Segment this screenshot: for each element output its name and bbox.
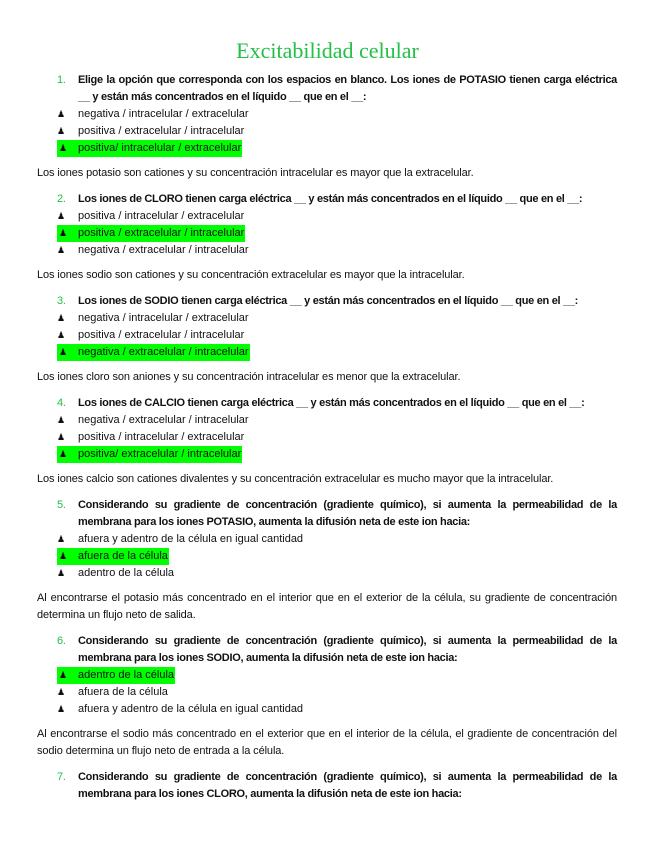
correct-highlight [57, 548, 169, 565]
question-number: 4. [57, 397, 66, 409]
document-body [37, 72, 617, 803]
options-list [37, 667, 617, 718]
figure-bullet-icon: ♟ [59, 347, 68, 357]
figure-bullet-icon: ♟ [59, 551, 68, 561]
explanation: Los iones potasio son cationes y su concentración intracelular es mayor que la extracelular. [37, 167, 474, 179]
option-text: afuera y adentro de la célula en igual cantidad [78, 703, 304, 715]
explanation: Los iones calcio son cationes divalentes y su concentración extracelular es mucho mayor que la intracelular. [37, 473, 554, 485]
question-number: 2. [57, 193, 66, 205]
correct-highlight [57, 344, 250, 361]
option [37, 412, 617, 429]
figure-bullet-icon: ♟ [59, 143, 68, 153]
option-text: afuera de la célula [78, 550, 168, 562]
option-text: negativa / intracelular / extracelular [78, 312, 249, 324]
option-text: adentro de la célula [78, 669, 175, 681]
question [37, 769, 617, 803]
option [37, 684, 617, 701]
option-correct [37, 667, 617, 684]
figure-bullet-icon: ♟ [57, 568, 66, 578]
option-text: positiva / extracelular / intracelular [78, 329, 245, 341]
question [37, 497, 617, 531]
question-text: Considerando su gradiente de concentración (gradiente químico), si aumenta la permeabilidad de la membrana para los iones CLORO, aumenta la difusión neta de este ion hacia: [78, 771, 617, 800]
option-text: negativa / intracelular / extracelular [78, 108, 249, 120]
question [37, 633, 617, 667]
figure-bullet-icon: ♟ [59, 670, 68, 680]
question [37, 191, 617, 208]
option-correct [37, 446, 617, 463]
option-correct [37, 344, 617, 361]
option-text: negativa / extracelular / intracelular [78, 346, 249, 358]
explanation: Los iones cloro son aniones y su concentración intracelular es menor que la extracelular. [37, 371, 461, 383]
question-number: 5. [57, 499, 66, 511]
option-text: positiva / intracelular / extracelular [78, 431, 245, 443]
correct-highlight [57, 225, 245, 242]
question-number: 7. [57, 771, 66, 783]
figure-bullet-icon: ♟ [57, 126, 66, 136]
options-list [37, 208, 617, 259]
figure-bullet-icon: ♟ [57, 432, 66, 442]
option [37, 701, 617, 718]
option [37, 208, 617, 225]
options-list [37, 531, 617, 582]
figure-bullet-icon: ♟ [57, 109, 66, 119]
figure-bullet-icon: ♟ [57, 534, 66, 544]
question-text: Los iones de SODIO tienen carga eléctrica __ y están más concentrados en el líquido __ que en el __: [78, 295, 579, 307]
option [37, 123, 617, 140]
options-list [37, 106, 617, 157]
figure-bullet-icon: ♟ [59, 449, 68, 459]
option [37, 565, 617, 582]
option-text: positiva / intracelular / extracelular [78, 210, 245, 222]
option-text: positiva / extracelular / intracelular [78, 227, 245, 239]
question [37, 293, 617, 310]
page-title: Excitabilidad celular [236, 38, 419, 63]
figure-bullet-icon: ♟ [57, 313, 66, 323]
question-number: 1. [57, 74, 66, 86]
question-text: Elige la opción que corresponda con los espacios en blanco. Los iones de POTASIO tienen carga eléctrica __ y están más concentrados en el líquido __ que en el __: [78, 74, 617, 103]
option-correct [37, 225, 617, 242]
option-text: adentro de la célula [78, 567, 175, 579]
correct-highlight [57, 446, 242, 463]
question [37, 395, 617, 412]
option-correct [37, 140, 617, 157]
option [37, 531, 617, 548]
explanation: Al encontrarse el potasio más concentrado en el interior que en el exterior de la célula, su gradiente de concentración determina un flujo neto de salida. [37, 592, 617, 621]
figure-bullet-icon: ♟ [57, 687, 66, 697]
question-number: 3. [57, 295, 66, 307]
option-text: afuera de la célula [78, 686, 168, 698]
figure-bullet-icon: ♟ [57, 415, 66, 425]
correct-highlight [57, 140, 242, 157]
figure-bullet-icon: ♟ [57, 704, 66, 714]
option-text: negativa / extracelular / intracelular [78, 244, 249, 256]
option [37, 106, 617, 123]
option-text: afuera y adentro de la célula en igual cantidad [78, 533, 304, 545]
question-text: Considerando su gradiente de concentración (gradiente químico), si aumenta la permeabilidad de la membrana para los iones POTASIO, aumenta la difusión neta de este ion hacia: [78, 499, 617, 528]
option [37, 327, 617, 344]
explanation: Al encontrarse el sodio más concentrado en el exterior que en el interior de la célula, el gradiente de concentración del sodio determina un flujo neto de entrada a la célula. [37, 728, 617, 757]
option [37, 242, 617, 259]
figure-bullet-icon: ♟ [57, 330, 66, 340]
option-text: negativa / extracelular / intracelular [78, 414, 249, 426]
options-list [37, 412, 617, 463]
figure-bullet-icon: ♟ [59, 228, 68, 238]
option-correct [37, 548, 617, 565]
question-text: Considerando su gradiente de concentración (gradiente químico), si aumenta la permeabilidad de la membrana para los iones SODIO, aumenta la difusión neta de este ion hacia: [78, 635, 617, 664]
figure-bullet-icon: ♟ [57, 211, 66, 221]
explanation: Los iones sodio son cationes y su concentración extracelular es mayor que la intracelular. [37, 269, 465, 281]
options-list [37, 310, 617, 361]
option-text: positiva/ extracelular / intracelular [78, 448, 242, 460]
option-text: positiva / extracelular / intracelular [78, 125, 245, 137]
figure-bullet-icon: ♟ [57, 245, 66, 255]
question [37, 72, 617, 106]
question-number: 6. [57, 635, 66, 647]
question-text: Los iones de CALCIO tienen carga eléctrica __ y están más concentrados en el líquido __ que en el __: [78, 397, 585, 409]
option-text: positiva/ intracelular / extracelular [78, 142, 242, 154]
option [37, 429, 617, 446]
option [37, 310, 617, 327]
question-text: Los iones de CLORO tienen carga eléctrica __ y están más concentrados en el líquido __ que en el __: [78, 193, 583, 205]
correct-highlight [57, 667, 175, 684]
